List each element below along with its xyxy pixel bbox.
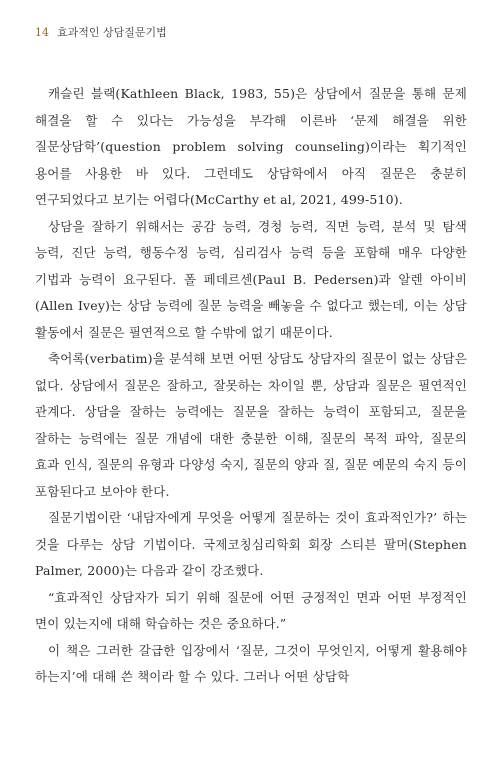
page-number: 14 — [35, 26, 49, 39]
quotation-paragraph: “효과적인 상담자가 되기 위해 질문에 어떤 긍정적인 면과 어떤 부정적인 면이 있는지에 대해 학습하는 것은 중요하다.” — [35, 589, 467, 631]
paragraph: 질문기법이란 ‘내담자에게 무엇을 어떻게 질문하는 것이 효과적인가?’ 하는 것을 다루는 상담 기법이다. 국제코칭심리학회 회장 스티븐 팔머(Stephen Palmer, 2000)는 다음과 같이 강조했다. — [35, 510, 467, 578]
paragraph: 상담을 잘하기 위해서는 공감 능력, 경청 능력, 직면 능력, 분석 및 탐색 능력, 진단 능력, 행동수정 능력, 심리검사 능력 등을 포함해 매우 다양한 기법과 능력이 요구된다. 폴 페데르센(Paul B. Pedersen)과 알렌 아이비(Allen Ivey)는 상담 능력에 질문 능력을 빼놓을 수 없다고 했는데, 이는 상담 활동에서 질문은 필연적으로 할 수밖에 없기 때문이다. — [35, 218, 467, 340]
paragraph: 이 책은 그러한 갈급한 입장에서 ‘질문, 그것이 무엇인지, 어떻게 활용해야 하는지’에 대해 쓴 책이라 할 수 있다. 그러나 어떤 상담학 — [35, 642, 467, 684]
body-text — [35, 81, 467, 691]
book-title: 효과적인 상담질문기법 — [57, 26, 167, 39]
paragraph: 축어록(verbatim)을 분석해 보면 어떤 상담도 상담자의 질문이 없는 상담은 없다. 상담에서 질문은 잘하고, 잘못하는 차이일 뿐, 상담과 질문은 필연적인 관계다. 상담을 잘하는 능력에는 질문을 잘하는 능력이 포함되고, 질문을 잘하는 능력에는 질문 개념에 대한 충분한 이해, 질문의 목적 파악, 질문의 효과 인식, 질문의 유형과 다양성 숙지, 질문의 양과 질, 질문 예문의 숙지 등이 포함된다고 보아야 한다. — [35, 351, 467, 499]
paragraph: 캐슬린 블랙(Kathleen Black, 1983, 55)은 상담에서 질문을 통해 문제 해결을 할 수 있다는 가능성을 부각해 이른바 ‘문제 해결을 위한 질문상담학’(question problem solving counseling)이라는 획기적인 용어를 사용한 바 있다. 그런데도 상담학에서 아직 질문은 충분히 연구되었다고 보기는 어렵다(McCarthy et al, 2021, 499-510). — [35, 86, 467, 207]
running-head — [35, 24, 167, 40]
